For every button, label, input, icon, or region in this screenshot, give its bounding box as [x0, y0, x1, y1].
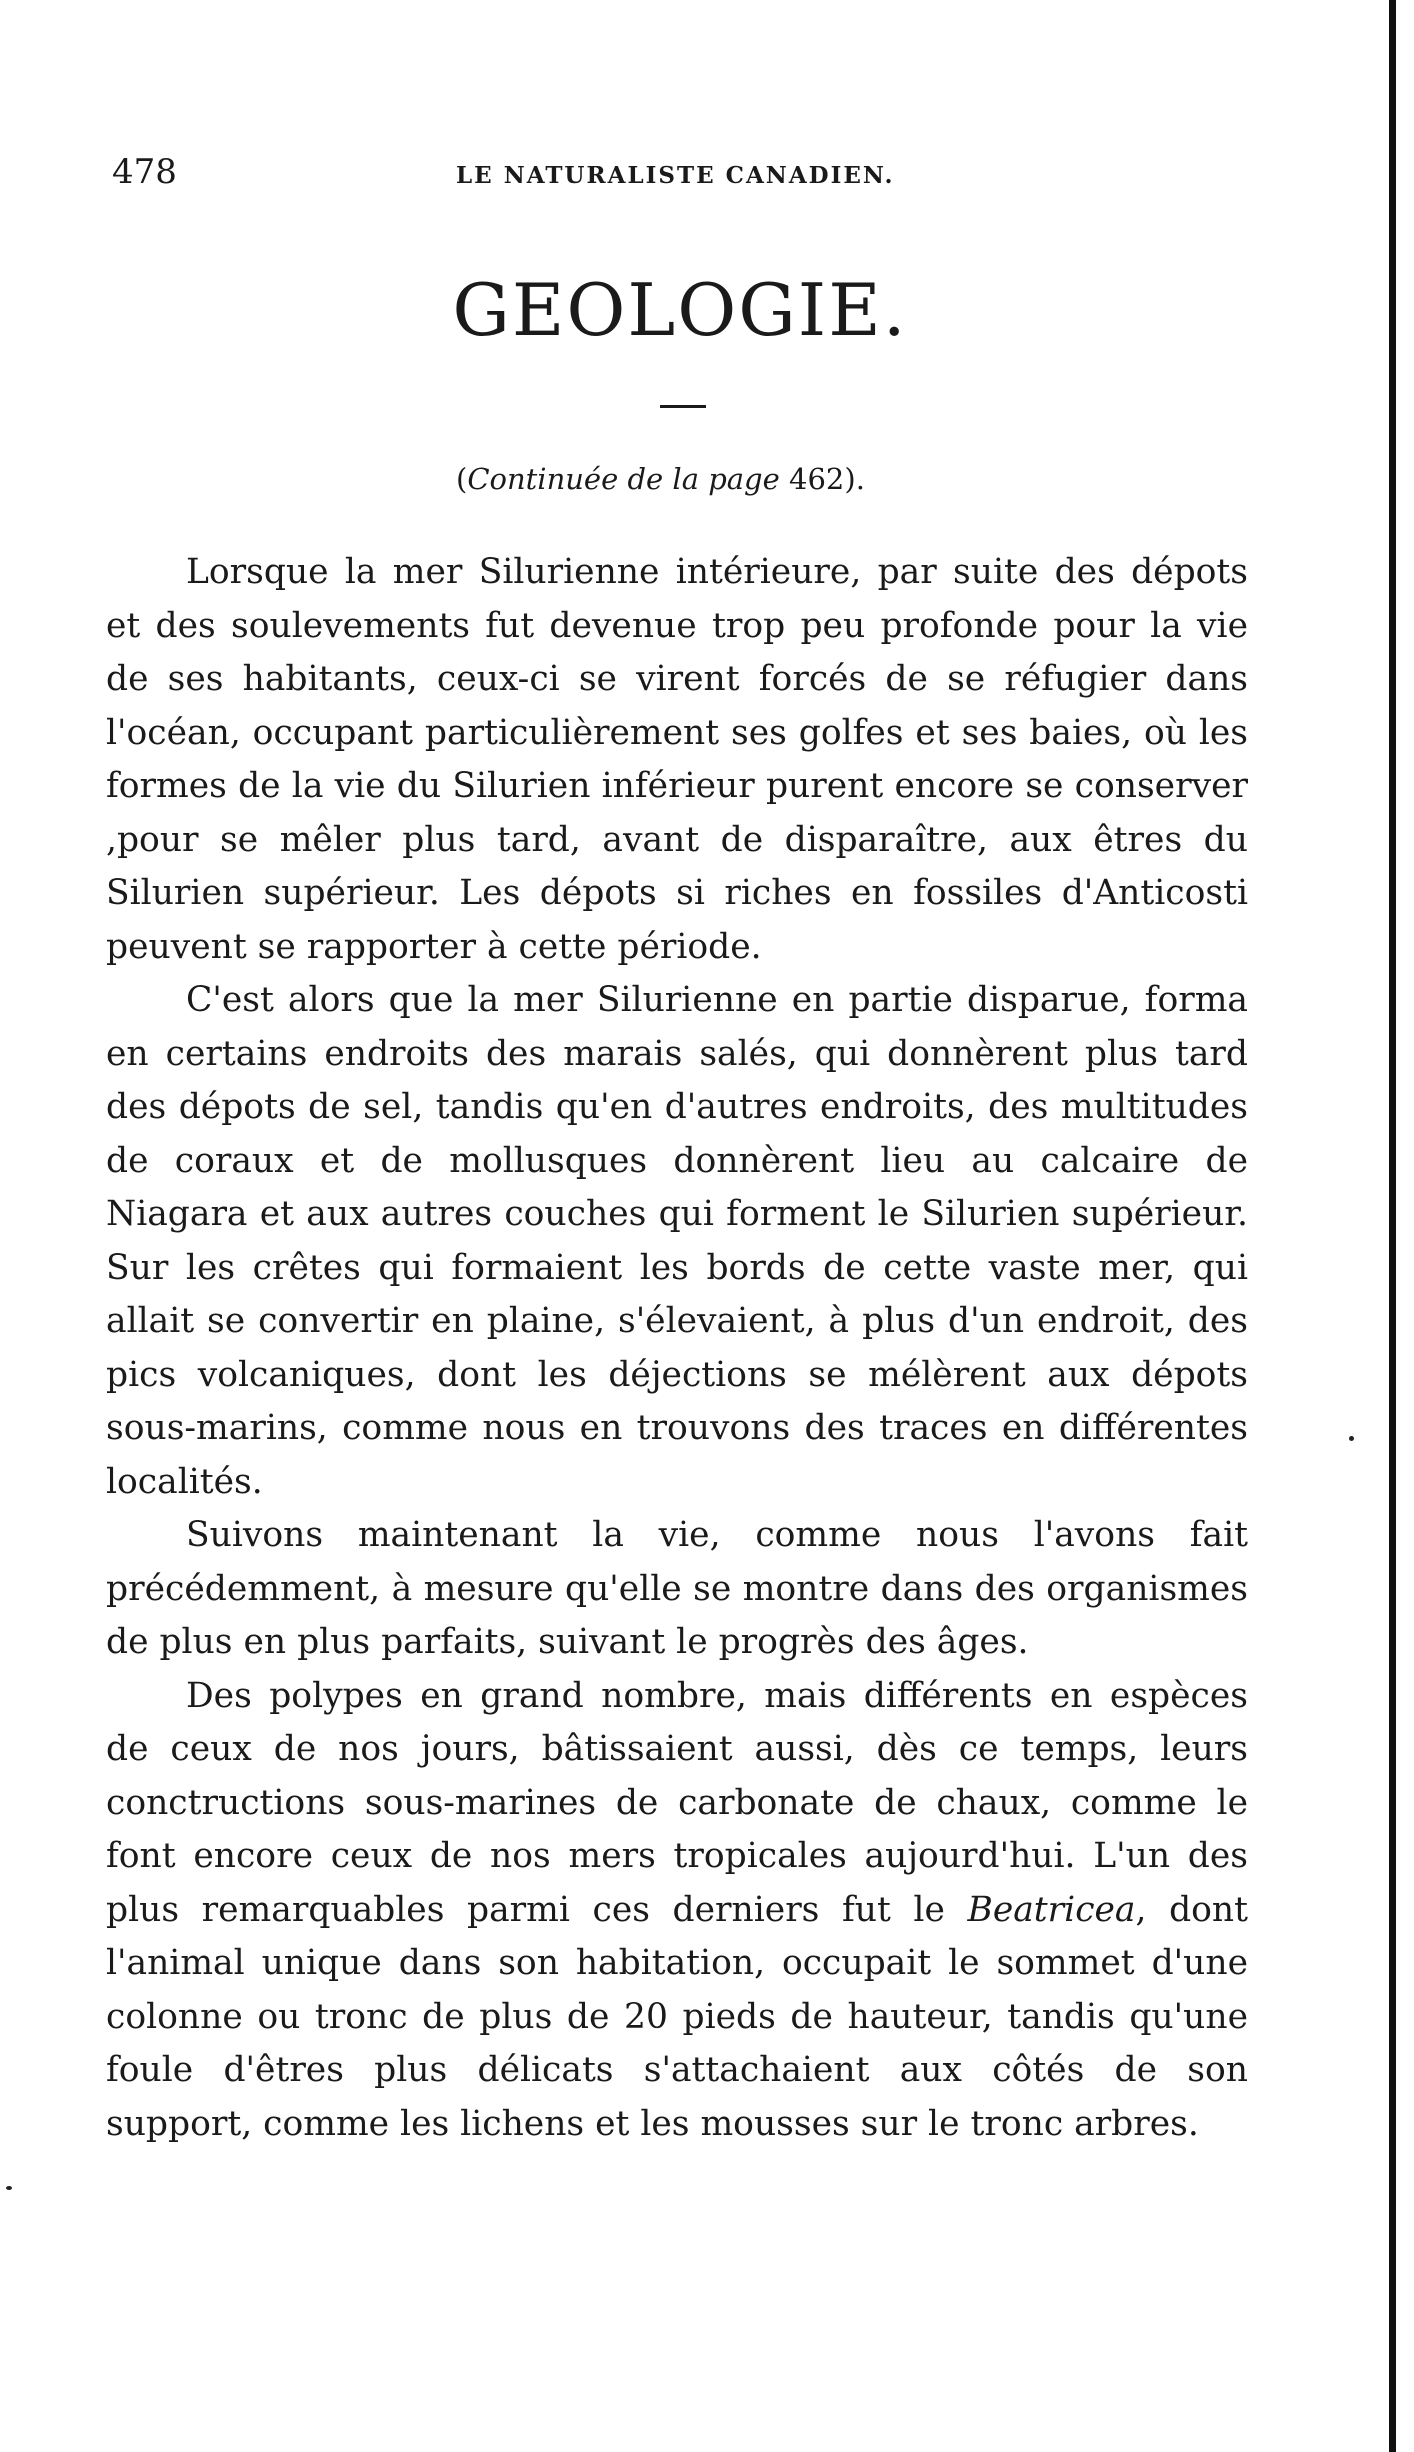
page-edge-border [1389, 0, 1396, 2452]
paragraph-2: C'est alors que la mer Silurienne en partie disparue, forma en certains endroits des marais salés, qui donnèrent plus tard des dépots de sel, tandis qu'en d'autres endroits, des multitudes de coraux et de mollusques donnèrent lieu au calcaire de Niagara et aux autres couches qui forment le Silurien supérieur. Sur les crêtes qui formaient les bords de cette vaste mer, qui allait se convertir en plaine, s'élevaient, à plus d'un endroit, des pics volcaniques, dont les déjections se mélèrent aux dépots sous-marins, comme nous en trouvons des traces en différentes localités. [106, 980, 1248, 1502]
paragraph-3: Suivons maintenant la vie, comme nous l'avons fait précédemment, à mesure qu'elle se montre dans des organismes de plus en plus parfaits, suivant le progrès des âges. [106, 1515, 1248, 1662]
page-number: 478 [112, 152, 177, 192]
continuation-note [456, 462, 865, 496]
continuation-open: ( [456, 462, 468, 496]
paragraph-1: Lorsque la mer Silurienne intérieure, par suite des dépots et des soulevements fut devenue trop peu profonde pour la vie de ses habitants, ceux-ci se virent forcés de se réfugier dans l'océan, occupant particulièrement ses golfes et ses baies, où les formes de la vie du Silurien inférieur purent encore se conserver ,pour se mêler plus tard, avant de disparaître, aux êtres du Silurien supérieur. Les dépots si riches en fossiles d'Anticosti peuvent se rapporter à cette période. [106, 552, 1248, 967]
paragraph-4-end: , dont l'animal unique dans son habitation, occupait le sommet d'une colonne ou tronc de plus de 20 pieds de hauteur, tandis qu'une foule d'êtres plus délicats s'attachaient aux côtés de son support, comme les lichens et les mousses sur le tronc arbres. [106, 1889, 1249, 2144]
article-title: GEOLOGIE. [452, 268, 908, 352]
scan-speck [6, 2186, 12, 2190]
article-body [106, 546, 1248, 2151]
paragraph-4-start: Des polypes en grand nombre, mais différents en espèces de ceux de nos jours, bâtissaient aussi, dès ce temps, leurs conctructions sous-marines de carbonate de chaux, comme le font encore ceux de nos mers tropicales aujourd'hui. L'un des plus remarquables parmi ces derniers fut le [106, 1675, 1248, 1930]
continuation-page: 462 [789, 462, 845, 496]
running-title: LE NATURALISTE CANADIEN. [456, 162, 895, 189]
paragraph-4-italic-term: Beatricea [967, 1889, 1136, 1930]
paragraph-4 [106, 1670, 1248, 2152]
continuation-close: ). [844, 462, 865, 496]
continuation-label: Continuée de la page [467, 462, 780, 496]
scan-speck [1349, 1436, 1354, 1441]
title-rule [660, 405, 706, 408]
